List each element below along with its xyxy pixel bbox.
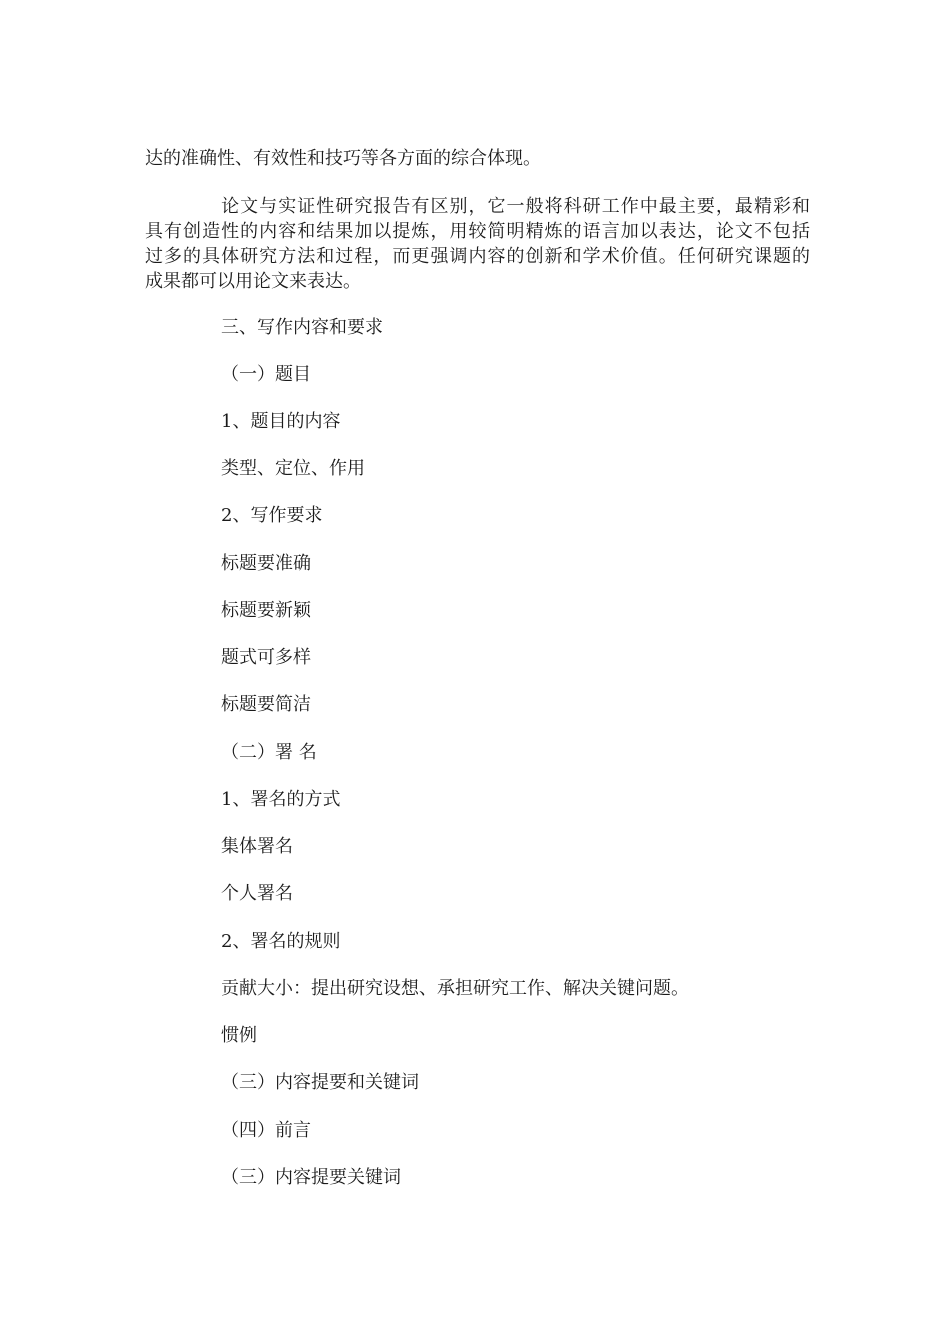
list-item: 标题要准确 [221,553,311,574]
paragraph-line: 成果都可以用论文来表达。 [145,271,361,292]
subsection-heading: （四）前言 [221,1120,311,1141]
section-heading: 三、写作内容和要求 [221,317,383,338]
list-item: 题式可多样 [221,647,311,668]
paragraph-continuation [145,146,810,171]
paragraph-line: 达的准确性、有效性和技巧等各方面的综合体现。 [145,148,541,169]
list-item: 2、署名的规则 [221,931,341,952]
list-item: 标题要简洁 [221,694,311,715]
subsection-heading: （二）署 名 [221,742,317,763]
subsection-heading: （一）题目 [221,364,311,385]
list-item: 集体署名 [221,836,293,857]
list-item: 类型、定位、作用 [221,458,365,479]
paragraph-line: 论文与实证性研究报告有区别，它一般将科研工作中最主要，最精彩和 [145,196,810,217]
subsection-heading: （三）内容提要关键词 [221,1167,401,1188]
list-item: 惯例 [221,1025,257,1046]
subsection-heading: （三）内容提要和关键词 [221,1072,419,1093]
paragraph-line: 具有创造性的内容和结果加以提炼，用较简明精炼的语言加以表达，论文不包括 [145,221,810,242]
paragraph-thesis-vs-report [145,194,810,294]
list-item: 1、署名的方式 [221,789,341,810]
list-item: 1、题目的内容 [221,411,341,432]
list-item: 标题要新颖 [221,600,311,621]
list-item: 个人署名 [221,883,293,904]
list-item: 贡献大小：提出研究设想、承担研究工作、解决关键问题。 [221,978,689,999]
list-item: 2、写作要求 [221,505,323,526]
paragraph-line: 过多的具体研究方法和过程，而更强调内容的创新和学术价值。任何研究课题的 [145,246,810,267]
